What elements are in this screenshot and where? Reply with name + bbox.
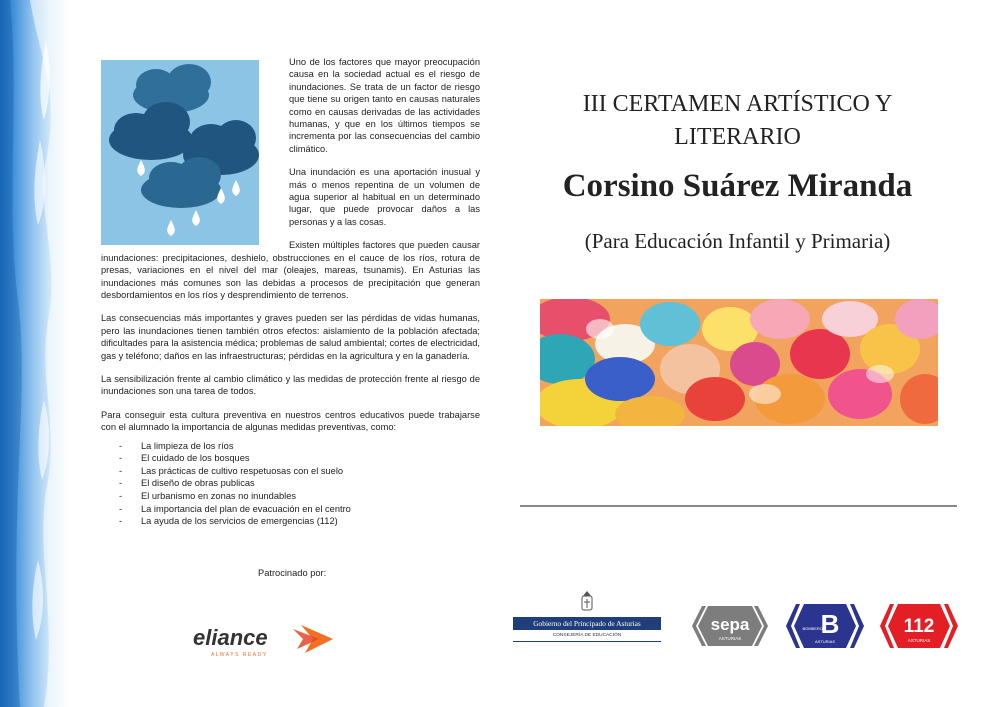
gov-underline [513, 641, 661, 642]
bomberos-sub2: ASTURIAS [814, 639, 836, 644]
sepa-logo [690, 600, 770, 652]
measures-list [101, 440, 480, 528]
list-item: - La importancia del plan de evacuación en el centro [119, 503, 351, 514]
contest-name: Corsino Suárez Miranda [562, 168, 913, 204]
eliance-tagline: ALWAYS READY [211, 652, 268, 658]
flood-info-text [101, 56, 480, 528]
sepa-sub: ASTURIAS [718, 636, 742, 641]
divider [520, 505, 957, 507]
paint-strokes-image [540, 299, 938, 426]
contest-title-line2: LITERARIO [674, 124, 801, 150]
emergency-112-logo [878, 600, 960, 652]
eliance-logo [193, 621, 338, 661]
contest-title-line1: III CERTAMEN ARTÍSTICO Y [582, 91, 893, 117]
sponsor-label: Patrocinado por: [258, 568, 327, 578]
gov-name-band: Gobierno del Principado de Asturias [513, 617, 661, 630]
factors-paragraph: Existen múltiples factores que pueden causar inundaciones: precipitaciones, deshielo, obstrucciones en el cauce de los ríos, rotura de presas, variaciones en el nivel del mar (oleajes, mareas, tsunamis). En Asturias las inundaciones más comunes son las debidas a procesos de precipitación que generan desbordamientos en los ríos y desprendimiento de terrenos. [101, 240, 480, 300]
emergency-sub: ASTURIAS [907, 638, 931, 643]
definition-paragraph: Una inundación es una aportación inusual y más o menos repentina de un volumen de agua superior al habitual en un determinado lugar, que puede provocar daños a las personas y a las cosas. [289, 167, 480, 227]
list-item: - La limpieza de los ríos [119, 440, 234, 451]
list-item: - La ayuda de los servicios de emergencias (112) [119, 516, 338, 527]
awareness-paragraph: La sensibilización frente al cambio climático y las medidas de protección frente al riesgo de inundaciones son una tarea de todos. [101, 373, 480, 397]
eliance-wordmark: eliance [193, 625, 268, 650]
list-item: - El diseño de obras publicas [119, 478, 255, 489]
contest-title [520, 88, 955, 154]
list-item: - El cuidado de los bosques [119, 453, 250, 464]
bomberos-logo [784, 600, 866, 652]
bomberos-letter: B [820, 609, 840, 639]
culture-paragraph: Para conseguir esta cultura preventiva en nuestros centros educativos puede trabajarse con el alumnado la importancia de algunas medidas preventivas, como: [101, 409, 480, 433]
water-border-decoration [0, 0, 70, 707]
consequences-paragraph: Las consecuencias más importantes y graves pueden ser las pérdidas de vidas humanas, pero las inundaciones tienen también otros efectos: aislamiento de la población afectada; dificultades para la asistencia médica; problemas de salud ambiental; cortes de electricidad, gas y teléfono; daños en las infraestructuras; pérdidas en la agricultura y en la ganadería. [101, 313, 480, 361]
gobierno-asturias-logo [513, 588, 661, 648]
list-item: - El urbanismo en zonas no inundables [119, 490, 297, 501]
emergency-number: 112 [903, 616, 935, 637]
coat-of-arms-icon [582, 591, 592, 610]
gov-department: CONSEJERÍA DE EDUCACIÓN [552, 633, 622, 638]
intro-paragraph: Uno de los factores que mayor preocupación causa en la sociedad actual es el riesgo de inundaciones. Se trata de un factor de riesgo que tiene su origen tanto en causas naturales como en causas derivadas de las actividades humanas, y que en los últimos tiempos se incrementa por las consecuencias del cambio climático. [289, 57, 480, 154]
list-item: - Las prácticas de cultivo respetuosas con el suelo [119, 465, 344, 476]
bomberos-sub: BOMBEROS [802, 626, 826, 631]
contest-subtitle: (Para Educación Infantil y Primaria) [584, 229, 891, 253]
sepa-wordmark: sepa [710, 615, 750, 634]
